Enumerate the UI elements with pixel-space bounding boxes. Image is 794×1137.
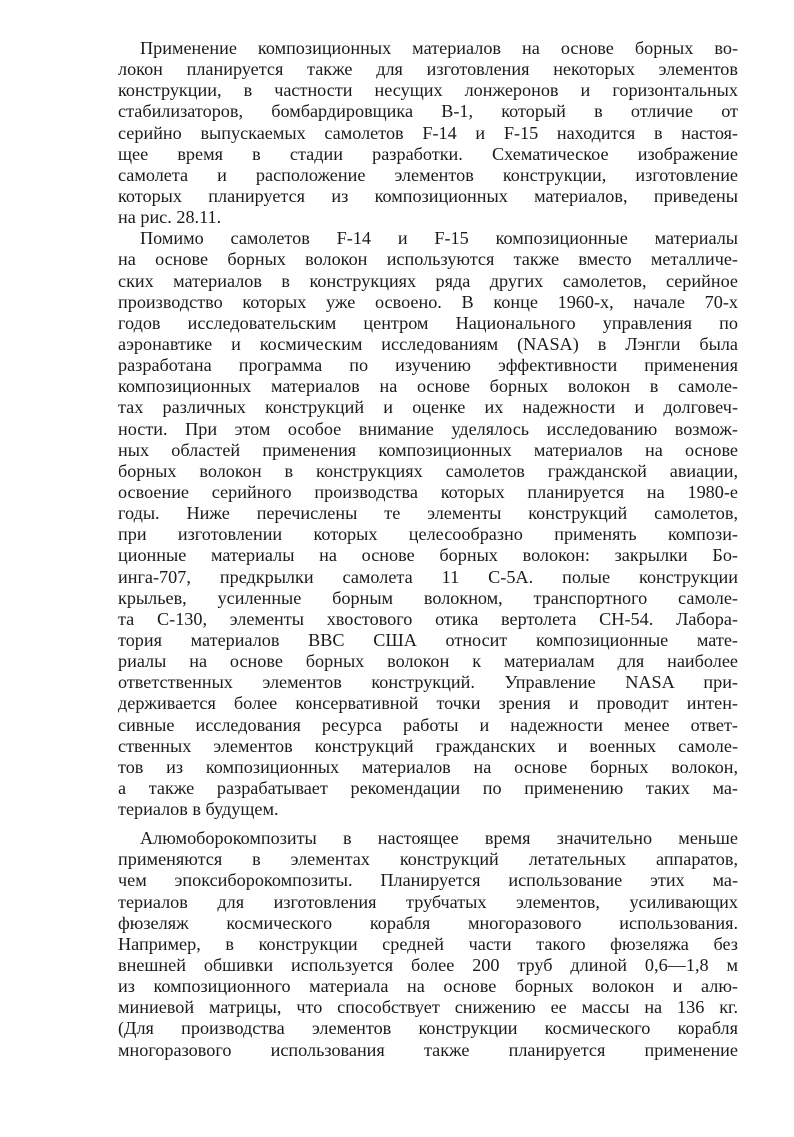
text-line: тах различных конструкций и оценке их надежности и долговеч- <box>118 397 738 418</box>
text-line: Алюмоборокомпозиты в настоящее время значительно меньше <box>140 828 738 849</box>
text-line: ственных элементов конструкций гражданских и военных самоле- <box>118 735 738 756</box>
text-line: конструкции, в частности несущих лонжеронов и горизонтальных <box>118 80 738 101</box>
text-line: многоразового использования также планируется применение <box>118 1039 738 1060</box>
text-line: годы. Ниже перечислены те элементы конструкций самолетов, <box>118 503 738 524</box>
text-line: освоение серийного производства которых планируется на 1980-е <box>118 481 738 502</box>
text-line: щее время в стадии разработки. Схематическое изображение <box>118 143 738 164</box>
text-line: применяются в элементах конструкций летательных аппаратов, <box>118 849 738 870</box>
text-line: Например, в конструкции средней части такого фюзеляжа без <box>118 933 738 954</box>
text-line: риалы на основе борных волокон к материалам для наиболее <box>118 651 738 672</box>
text-line: а также разрабатывает рекомендации по применению таких ма- <box>118 777 738 798</box>
text-line: та С-130, элементы хвостового отика вертолета СН-54. Лабора- <box>118 608 738 629</box>
text-line: миниевой матрицы, что способствует снижению ее массы на 136 кг. <box>118 997 738 1018</box>
text-line: инга-707, предкрылки самолета 11 С-5А. полые конструкции <box>118 566 738 587</box>
text-line: из композиционного материала на основе борных волокон и алю- <box>118 976 738 997</box>
text-line: композиционных материалов на основе борных волокон в самоле- <box>118 376 738 397</box>
text-line: чем эпоксиборокомпозиты. Планируется использование этих ма- <box>118 870 738 891</box>
text-line: Помимо самолетов F-14 и F-15 композиционные материалы <box>140 228 738 249</box>
text-line: тов из композиционных материалов на основе борных волокон, <box>118 756 738 777</box>
text-line: самолета и расположение элементов конструкции, изготовление <box>118 164 738 185</box>
text-line: держивается более консервативной точки зрения и проводит интен- <box>118 693 738 714</box>
text-line: серийно выпускаемых самолетов F-14 и F-15 находится в настоя- <box>118 122 738 143</box>
text-line: крыльев, усиленные борным волокном, транспортного самоле- <box>118 587 738 608</box>
text-line: разработана программа по изучению эффективности применения <box>118 355 738 376</box>
text-line: териалов в будущем. <box>118 799 279 820</box>
text-line: ответственных элементов конструкций. Управление NASA при- <box>118 672 738 693</box>
text-line: которых планируется из композиционных материалов, приведены <box>118 185 738 206</box>
text-line: при изготовлении которых целесообразно применять компози- <box>118 524 738 545</box>
text-line: тория материалов ВВС США относит композиционные мате- <box>118 629 738 650</box>
document-body <box>118 38 738 1061</box>
text-line: териалов для изготовления трубчатых элементов, усиливающих <box>118 891 738 912</box>
text-line: Применение композиционных материалов на основе борных во- <box>140 38 738 58</box>
text-line: ности. При этом особое внимание уделялось исследованию возмож- <box>118 418 738 439</box>
text-line: ционные материалы на основе борных волокон: закрылки Бо- <box>118 545 738 566</box>
text-line: (Для производства элементов конструкции космического корабля <box>118 1018 738 1039</box>
text-line: ных областей применения композиционных материалов на основе <box>118 439 738 460</box>
text-line: ских материалов в конструкциях ряда других самолетов, серийное <box>118 270 738 291</box>
paragraph-2 <box>118 228 738 820</box>
text-line: локон планируется также для изготовления некоторых элементов <box>118 59 738 80</box>
text-line: сивные исследования ресурса работы и надежности менее ответ- <box>118 714 738 735</box>
paragraph-1 <box>118 38 738 228</box>
paragraph-3 <box>118 828 738 1061</box>
paragraph-gap <box>118 820 738 828</box>
text-line: внешней обшивки используется более 200 труб длиной 0,6—1,8 м <box>118 955 738 976</box>
text-line: фюзеляж космического корабля многоразового использования. <box>118 912 738 933</box>
text-line: производство которых уже освоено. В конце 1960-х, начале 70-х <box>118 291 738 312</box>
text-line: на основе борных волокон используются также вместо металличе- <box>118 249 738 270</box>
text-line: стабилизаторов, бомбардировщика В-1, который в отличие от <box>118 101 738 122</box>
text-line: борных волокон в конструкциях самолетов гражданской авиации, <box>118 460 738 481</box>
text-line: на рис. 28.11. <box>118 207 222 228</box>
text-line: годов исследовательским центром Национального управления по <box>118 312 738 333</box>
text-line: аэронавтике и космическим исследованиям (NASA) в Лэнгли была <box>118 333 738 354</box>
